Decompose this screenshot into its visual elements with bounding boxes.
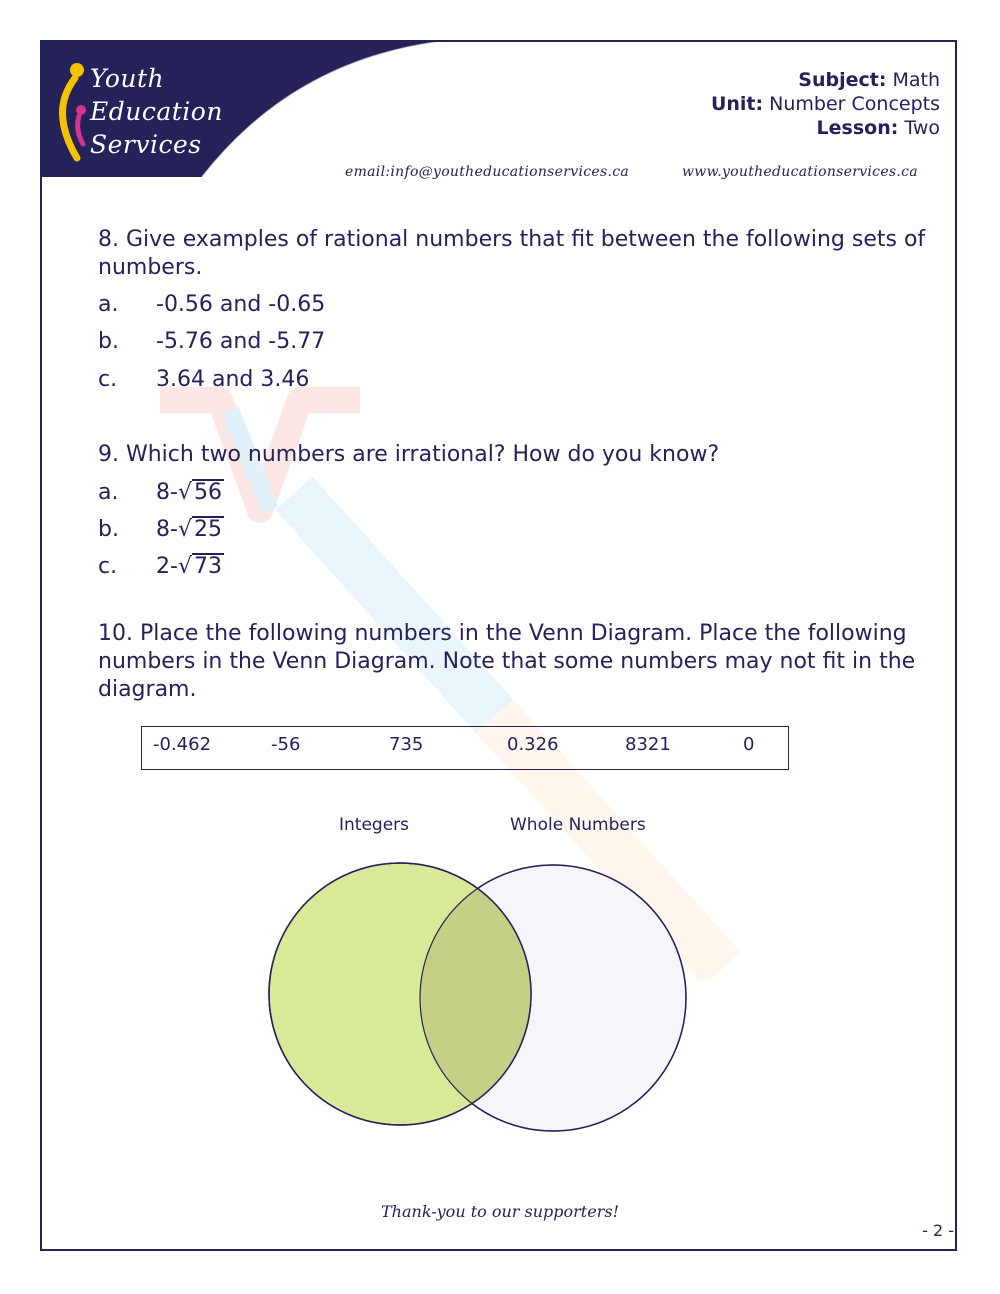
option-prefix: 2- [156,554,178,579]
sqrt-icon: √ [177,480,192,505]
q8-option-b [98,328,325,356]
number-item: -56 [271,734,301,755]
number-item: 0 [743,734,755,755]
option-text: -5.76 and -5.77 [156,329,326,354]
radicand: 25 [193,517,222,542]
number-item: 8321 [625,734,671,755]
unit-label: Unit: [710,93,764,115]
option-label: b. [98,329,119,354]
option-prefix: 8- [156,517,178,542]
sqrt-icon: √ [177,554,192,579]
q9-option-c [98,553,224,581]
q9-option-b [98,516,224,544]
lesson-label: Lesson: [816,117,899,139]
page-number: - 2 - [922,1221,954,1240]
option-label: c. [98,554,118,579]
logo-line-3: Services [90,130,202,159]
website-link[interactable]: www.youtheducationservices.ca [682,164,918,180]
q8-option-a [98,291,325,319]
logo-line-1: Youth [90,64,165,93]
radicand: 73 [193,554,222,579]
q8-option-c [98,366,309,394]
sqrt-icon: √ [177,517,192,542]
subject-line [711,68,940,92]
option-prefix: 8- [156,480,178,505]
option-label: a. [98,292,119,317]
lesson-info [711,68,940,140]
option-label: c. [98,367,118,392]
logo-figure-icon [55,58,95,168]
lesson-line [711,116,940,140]
number-list-box [141,726,789,770]
question-10: 10. Place the following numbers in the Venn Diagram. Place the following numbers in the Venn Diagram. Note that some numbers may not fit in the diagram. [98,621,916,702]
subject-value: Math [892,69,940,91]
venn-label-integers: Integers [339,815,410,835]
logo-line-2: Education [90,97,223,126]
footer-thanks: Thank-you to our supporters! [381,1202,619,1221]
unit-value: Number Concepts [769,93,940,115]
option-text: -0.56 and -0.65 [156,292,326,317]
option-label: a. [98,480,119,505]
number-item: 735 [389,734,424,755]
option-text: 3.64 and 3.46 [156,367,310,392]
number-item: -0.462 [153,734,212,755]
radicand: 56 [193,480,222,505]
unit-line [711,92,940,116]
venn-diagram [260,856,700,1146]
subject-label: Subject: [798,69,887,91]
number-item: 0.326 [507,734,559,755]
venn-label-whole-numbers: Whole Numbers [510,815,646,835]
lesson-value: Two [904,117,940,139]
q9-option-a [98,479,224,507]
question-8: 8. Give examples of rational numbers that fit between the following sets of numbers. [98,227,926,280]
email-link[interactable]: email:info@youtheducationservices.ca [345,164,629,180]
option-label: b. [98,517,119,542]
question-9: 9. Which two numbers are irrational? How do you know? [98,442,720,467]
